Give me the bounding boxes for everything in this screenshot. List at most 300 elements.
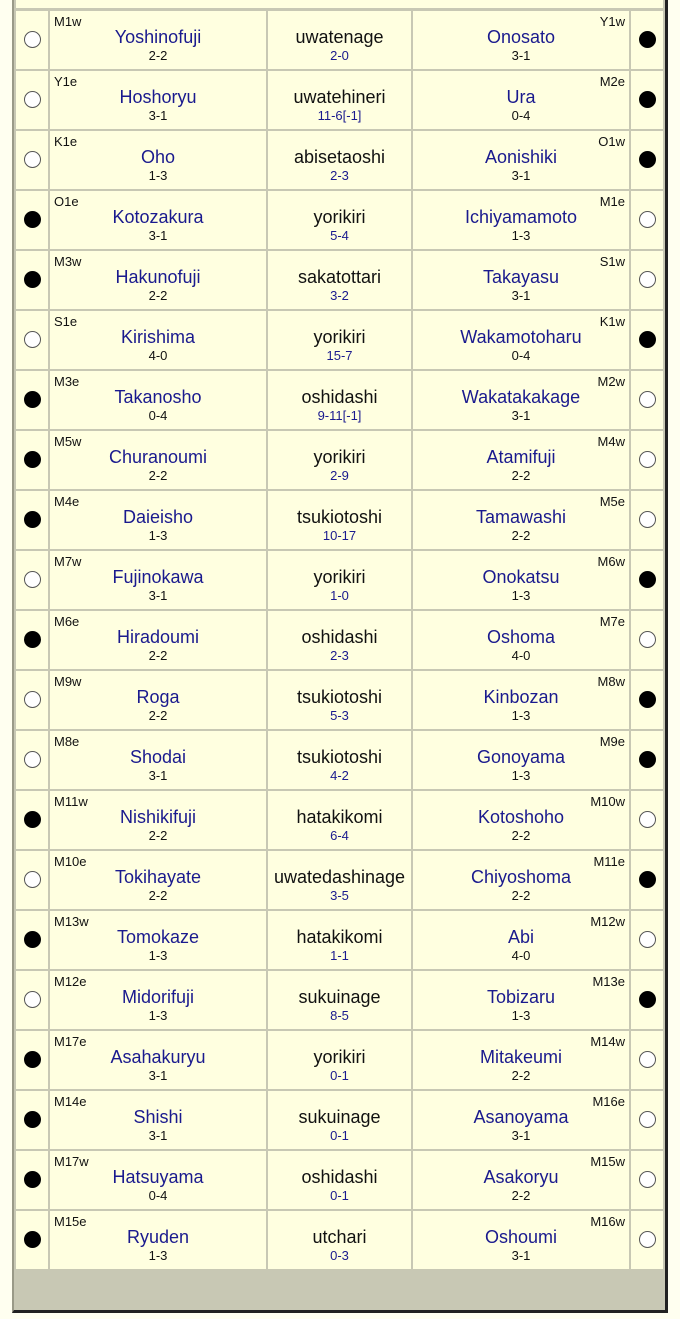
west-record: 1-3	[511, 767, 531, 783]
west-rikishi-link[interactable]: Kinbozan	[483, 686, 559, 707]
kimarite-cell	[268, 71, 411, 129]
east-record: 1-3	[148, 1247, 168, 1263]
kimarite-cell	[268, 431, 411, 489]
west-result-cell	[631, 1091, 663, 1149]
east-rank: M1w	[54, 14, 82, 29]
head-to-head-link[interactable]: 5-3	[330, 707, 349, 723]
bout-row	[16, 431, 663, 489]
east-result-icon	[24, 1051, 41, 1068]
head-to-head-link[interactable]: 3-2	[330, 287, 349, 303]
east-rank: S1e	[54, 314, 78, 329]
west-rikishi-cell	[413, 131, 629, 189]
west-result-icon	[639, 91, 656, 108]
east-result-icon	[24, 991, 41, 1008]
east-record: 2-2	[148, 647, 168, 663]
east-rikishi-link[interactable]: Shodai	[129, 746, 187, 767]
east-record: 3-1	[148, 227, 168, 243]
west-rank: M16e	[592, 1094, 625, 1109]
kimarite: tsukiotoshi	[296, 506, 383, 527]
bout-row	[16, 671, 663, 729]
east-rikishi-link[interactable]: Asahakuryu	[110, 1046, 206, 1067]
east-rikishi-link[interactable]: Hoshoryu	[119, 86, 197, 107]
east-rank: M15e	[54, 1214, 87, 1229]
east-rikishi-cell	[50, 611, 266, 669]
east-result-icon	[24, 631, 41, 648]
west-record: 3-1	[511, 287, 531, 303]
head-to-head-link[interactable]: 8-5	[330, 1007, 349, 1023]
east-rikishi-cell	[50, 731, 266, 789]
east-result-cell	[16, 1211, 48, 1269]
kimarite-cell	[268, 131, 411, 189]
east-rank: M5w	[54, 434, 82, 449]
east-rank: K1e	[54, 134, 78, 149]
kimarite: sakatottari	[297, 266, 382, 287]
west-rikishi-link[interactable]: Asanoyama	[473, 1106, 569, 1127]
east-result-cell	[16, 431, 48, 489]
kimarite: tsukiotoshi	[296, 686, 383, 707]
east-rikishi-cell	[50, 431, 266, 489]
west-result-icon	[639, 931, 656, 948]
west-result-cell	[631, 671, 663, 729]
west-rikishi-cell	[413, 971, 629, 1029]
west-rank: M5e	[599, 494, 625, 509]
west-result-cell	[631, 491, 663, 549]
east-result-cell	[16, 191, 48, 249]
east-rikishi-link[interactable]: Midorifuji	[121, 986, 195, 1007]
head-to-head-link[interactable]: 2-3	[330, 647, 349, 663]
bout-row	[16, 1091, 663, 1149]
east-rikishi-link[interactable]: Hatsuyama	[112, 1166, 204, 1187]
east-result-cell	[16, 851, 48, 909]
east-result-cell	[16, 791, 48, 849]
west-result-icon	[639, 1231, 656, 1248]
east-rikishi-cell	[50, 491, 266, 549]
kimarite-cell	[268, 731, 411, 789]
east-rank: M13w	[54, 914, 89, 929]
head-to-head-link[interactable]: 0-1	[330, 1067, 349, 1083]
east-record: 1-3	[148, 1007, 168, 1023]
kimarite: uwatedashinage	[273, 866, 406, 887]
bout-row	[16, 731, 663, 789]
east-rikishi-cell	[50, 71, 266, 129]
east-rank: O1e	[54, 194, 79, 209]
kimarite: hatakikomi	[296, 806, 383, 827]
east-rank: M9w	[54, 674, 82, 689]
west-rank: M12w	[590, 914, 625, 929]
west-result-cell	[631, 71, 663, 129]
west-rikishi-link[interactable]: Chiyoshoma	[470, 866, 572, 887]
kimarite-cell	[268, 851, 411, 909]
west-record: 3-1	[511, 1247, 531, 1263]
west-result-cell	[631, 611, 663, 669]
bout-row	[16, 611, 663, 669]
east-rikishi-link[interactable]: Yoshinofuji	[114, 26, 202, 47]
kimarite-cell	[268, 971, 411, 1029]
bout-row	[16, 971, 663, 1029]
west-result-icon	[639, 391, 656, 408]
west-rikishi-cell	[413, 71, 629, 129]
east-result-cell	[16, 731, 48, 789]
bout-row	[16, 71, 663, 129]
head-to-head-link[interactable]: 5-4	[330, 227, 349, 243]
east-rank: M12e	[54, 974, 87, 989]
east-result-icon	[24, 1111, 41, 1128]
west-rikishi-cell	[413, 311, 629, 369]
west-result-cell	[631, 911, 663, 969]
west-rank: M1e	[599, 194, 625, 209]
west-rikishi-link[interactable]: Onokatsu	[482, 566, 560, 587]
west-rank: M4w	[597, 434, 625, 449]
west-rikishi-link[interactable]: Ura	[506, 86, 536, 107]
kimarite: oshidashi	[301, 626, 378, 647]
west-rank: S1w	[599, 254, 625, 269]
east-record: 3-1	[148, 1127, 168, 1143]
bout-row	[16, 11, 663, 69]
west-rikishi-link[interactable]: Takayasu	[482, 266, 560, 287]
east-rank: M4e	[54, 494, 80, 509]
east-rikishi-link[interactable]: Tokihayate	[114, 866, 202, 887]
west-rikishi-link[interactable]: Asakoryu	[483, 1166, 559, 1187]
east-rikishi-link[interactable]: Kotozakura	[112, 206, 204, 227]
bout-row	[16, 371, 663, 429]
bout-row	[16, 851, 663, 909]
kimarite-cell	[268, 911, 411, 969]
west-rikishi-cell	[413, 851, 629, 909]
kimarite-cell	[268, 191, 411, 249]
west-rikishi-cell	[413, 1091, 629, 1149]
west-rikishi-link[interactable]: Oshoumi	[484, 1226, 558, 1247]
west-rikishi-cell	[413, 251, 629, 309]
west-rikishi-link[interactable]: Wakamotoharu	[460, 326, 582, 347]
east-record: 2-2	[148, 887, 168, 903]
west-result-icon	[639, 331, 656, 348]
east-result-icon	[24, 751, 41, 768]
kimarite-cell	[268, 1091, 411, 1149]
west-rank: Y1w	[599, 14, 625, 29]
east-rank: M3w	[54, 254, 82, 269]
kimarite: uwatenage	[295, 26, 384, 47]
west-result-cell	[631, 311, 663, 369]
east-result-icon	[24, 1171, 41, 1188]
kimarite: tsukiotoshi	[296, 746, 383, 767]
kimarite: yorikiri	[313, 1046, 366, 1067]
west-record: 0-4	[511, 107, 531, 123]
west-rank: M11e	[593, 854, 625, 869]
east-result-icon	[24, 271, 41, 288]
east-rikishi-cell	[50, 671, 266, 729]
west-result-icon	[639, 1171, 656, 1188]
east-rank: M7w	[54, 554, 82, 569]
west-result-icon	[639, 1051, 656, 1068]
bout-row	[16, 491, 663, 549]
west-result-cell	[631, 371, 663, 429]
east-rikishi-link[interactable]: Fujinokawa	[112, 566, 204, 587]
west-result-icon	[639, 571, 656, 588]
east-rikishi-cell	[50, 251, 266, 309]
east-result-icon	[24, 211, 41, 228]
west-rikishi-link[interactable]: Onosato	[486, 26, 556, 47]
east-rikishi-cell	[50, 311, 266, 369]
west-result-cell	[631, 251, 663, 309]
kimarite: yorikiri	[313, 326, 366, 347]
head-to-head-link[interactable]: 2-0	[330, 47, 349, 63]
kimarite: yorikiri	[313, 206, 366, 227]
east-result-cell	[16, 71, 48, 129]
west-rikishi-link[interactable]: Abi	[507, 926, 534, 947]
head-to-head-link[interactable]: 10-17	[322, 527, 357, 543]
east-rank: Y1e	[54, 74, 78, 89]
west-record: 3-1	[511, 407, 531, 423]
head-to-head-link[interactable]: 0-1	[330, 1187, 349, 1203]
west-rank: M6w	[597, 554, 625, 569]
west-record: 4-0	[511, 947, 531, 963]
east-rikishi-cell	[50, 1091, 266, 1149]
west-rikishi-link[interactable]: Oshoma	[486, 626, 556, 647]
west-result-cell	[631, 551, 663, 609]
west-rikishi-link[interactable]: Tobizaru	[486, 986, 556, 1007]
east-rikishi-cell	[50, 971, 266, 1029]
west-rank: M10w	[590, 794, 625, 809]
west-rikishi-link[interactable]: Mitakeumi	[479, 1046, 563, 1067]
east-result-cell	[16, 971, 48, 1029]
bout-table	[14, 9, 665, 1271]
head-to-head-link[interactable]: 2-3	[330, 167, 349, 183]
west-result-icon	[639, 691, 656, 708]
west-rank: M7e	[599, 614, 625, 629]
head-to-head-link[interactable]: 1-1	[330, 947, 349, 963]
east-result-cell	[16, 11, 48, 69]
east-result-cell	[16, 611, 48, 669]
east-rikishi-cell	[50, 1151, 266, 1209]
east-record: 1-3	[148, 947, 168, 963]
east-rank: M3e	[54, 374, 80, 389]
kimarite-cell	[268, 251, 411, 309]
east-result-icon	[24, 391, 41, 408]
east-result-icon	[24, 451, 41, 468]
east-rank: M17w	[54, 1154, 89, 1169]
east-rikishi-link[interactable]: Oho	[140, 146, 176, 167]
west-result-cell	[631, 431, 663, 489]
east-result-cell	[16, 131, 48, 189]
east-record: 0-4	[148, 407, 168, 423]
west-result-icon	[639, 811, 656, 828]
east-record: 3-1	[148, 1067, 168, 1083]
west-record: 2-2	[511, 1187, 531, 1203]
east-result-cell	[16, 1151, 48, 1209]
west-rikishi-link[interactable]: Kotoshoho	[477, 806, 565, 827]
kimarite: hatakikomi	[296, 926, 383, 947]
head-to-head-link[interactable]: 2-9	[330, 467, 349, 483]
west-rikishi-link[interactable]: Wakatakakage	[461, 386, 581, 407]
west-rank: K1w	[599, 314, 625, 329]
west-result-icon	[639, 211, 656, 228]
head-to-head-link[interactable]: 0-1	[330, 1127, 349, 1143]
west-record: 3-1	[511, 1127, 531, 1143]
west-result-icon	[639, 871, 656, 888]
east-rikishi-link[interactable]: Nishikifuji	[119, 806, 197, 827]
west-rank: M9e	[599, 734, 625, 749]
west-record: 3-1	[511, 47, 531, 63]
west-rikishi-link[interactable]: Atamifuji	[486, 446, 556, 467]
east-result-icon	[24, 871, 41, 888]
west-result-icon	[639, 511, 656, 528]
west-rank: M14w	[590, 1034, 625, 1049]
kimarite-cell	[268, 371, 411, 429]
east-rank: M17e	[54, 1034, 87, 1049]
east-rikishi-cell	[50, 911, 266, 969]
torikumi-frame	[12, 0, 668, 1313]
west-rikishi-cell	[413, 1151, 629, 1209]
bout-row	[16, 911, 663, 969]
east-rikishi-link[interactable]: Daieisho	[122, 506, 194, 527]
west-rikishi-cell	[413, 191, 629, 249]
east-rikishi-link[interactable]: Hiradoumi	[116, 626, 200, 647]
west-rikishi-cell	[413, 671, 629, 729]
west-record: 4-0	[511, 647, 531, 663]
west-rikishi-link[interactable]: Tamawashi	[475, 506, 567, 527]
west-rikishi-cell	[413, 1211, 629, 1269]
east-rikishi-link[interactable]: Churanoumi	[108, 446, 208, 467]
kimarite: yorikiri	[313, 566, 366, 587]
east-record: 2-2	[148, 287, 168, 303]
kimarite: oshidashi	[301, 386, 378, 407]
east-rikishi-link[interactable]: Shishi	[133, 1106, 183, 1127]
east-rank: M14e	[54, 1094, 87, 1109]
west-rikishi-link[interactable]: Ichiyamamoto	[464, 206, 578, 227]
east-rikishi-link[interactable]: Hakunofuji	[115, 266, 201, 287]
west-result-cell	[631, 131, 663, 189]
kimarite: abisetaoshi	[293, 146, 386, 167]
east-result-cell	[16, 491, 48, 549]
east-record: 2-2	[148, 467, 168, 483]
west-rank: O1w	[598, 134, 625, 149]
west-result-icon	[639, 751, 656, 768]
west-rikishi-cell	[413, 11, 629, 69]
east-rank: M8e	[54, 734, 80, 749]
west-rikishi-link[interactable]: Gonoyama	[476, 746, 566, 767]
west-record: 1-3	[511, 707, 531, 723]
bout-row	[16, 191, 663, 249]
west-rikishi-link[interactable]: Aonishiki	[484, 146, 558, 167]
kimarite-cell	[268, 551, 411, 609]
west-result-cell	[631, 851, 663, 909]
west-result-cell	[631, 11, 663, 69]
west-record: 2-2	[511, 527, 531, 543]
west-result-cell	[631, 791, 663, 849]
east-rikishi-cell	[50, 11, 266, 69]
east-record: 2-2	[148, 827, 168, 843]
east-result-icon	[24, 91, 41, 108]
east-rikishi-cell	[50, 851, 266, 909]
east-result-cell	[16, 311, 48, 369]
west-result-icon	[639, 631, 656, 648]
bout-row	[16, 791, 663, 849]
west-record: 1-3	[511, 227, 531, 243]
head-to-head-link[interactable]: 4-2	[330, 767, 349, 783]
east-result-cell	[16, 1091, 48, 1149]
west-rikishi-cell	[413, 491, 629, 549]
west-record: 1-3	[511, 1007, 531, 1023]
west-rikishi-cell	[413, 791, 629, 849]
west-rank: M8w	[597, 674, 625, 689]
head-to-head-link[interactable]: 9-11[-1]	[317, 407, 362, 423]
west-rank: M2w	[597, 374, 625, 389]
east-rikishi-cell	[50, 191, 266, 249]
east-record: 4-0	[148, 347, 168, 363]
head-to-head-link[interactable]: 3-5	[330, 887, 349, 903]
east-rikishi-link[interactable]: Tomokaze	[116, 926, 200, 947]
east-record: 1-3	[148, 527, 168, 543]
west-rank: M16w	[590, 1214, 625, 1229]
east-rikishi-link[interactable]: Roga	[136, 686, 180, 707]
east-result-icon	[24, 511, 41, 528]
east-rikishi-cell	[50, 371, 266, 429]
kimarite-cell	[268, 491, 411, 549]
kimarite-cell	[268, 611, 411, 669]
west-result-icon	[639, 1111, 656, 1128]
west-rikishi-cell	[413, 371, 629, 429]
east-rikishi-cell	[50, 1031, 266, 1089]
east-result-icon	[24, 811, 41, 828]
east-result-icon	[24, 151, 41, 168]
bout-row	[16, 1031, 663, 1089]
west-rank: M2e	[599, 74, 625, 89]
kimarite-cell	[268, 11, 411, 69]
bout-row	[16, 1151, 663, 1209]
bout-row	[16, 311, 663, 369]
kimarite: sukuinage	[298, 1106, 381, 1127]
kimarite-cell	[268, 311, 411, 369]
east-result-icon	[24, 691, 41, 708]
east-rikishi-cell	[50, 791, 266, 849]
bout-row	[16, 131, 663, 189]
west-record: 2-2	[511, 1067, 531, 1083]
bout-row	[16, 551, 663, 609]
west-rikishi-cell	[413, 911, 629, 969]
head-to-head-link[interactable]: 6-4	[330, 827, 349, 843]
west-rank: M13e	[592, 974, 625, 989]
east-result-cell	[16, 911, 48, 969]
head-to-head-link[interactable]: 1-0	[330, 587, 349, 603]
west-record: 2-2	[511, 887, 531, 903]
kimarite-cell	[268, 1031, 411, 1089]
west-rikishi-cell	[413, 611, 629, 669]
west-result-icon	[639, 31, 656, 48]
west-record: 2-2	[511, 467, 531, 483]
east-result-cell	[16, 251, 48, 309]
kimarite: oshidashi	[301, 1166, 378, 1187]
west-record: 1-3	[511, 587, 531, 603]
head-to-head-link[interactable]: 15-7	[326, 347, 353, 363]
head-to-head-link[interactable]: 11-6[-1]	[317, 107, 362, 123]
west-result-icon	[639, 151, 656, 168]
west-rikishi-cell	[413, 1031, 629, 1089]
east-rikishi-link[interactable]: Kirishima	[120, 326, 195, 347]
east-rikishi-link[interactable]: Takanosho	[114, 386, 202, 407]
east-rikishi-link[interactable]: Ryuden	[126, 1226, 190, 1247]
west-result-icon	[639, 991, 656, 1008]
east-record: 2-2	[148, 707, 168, 723]
east-rikishi-cell	[50, 551, 266, 609]
kimarite-cell	[268, 671, 411, 729]
east-rank: M10e	[54, 854, 87, 869]
west-result-cell	[631, 1151, 663, 1209]
east-result-cell	[16, 671, 48, 729]
east-result-icon	[24, 31, 41, 48]
head-to-head-link[interactable]: 0-3	[330, 1247, 349, 1263]
west-result-cell	[631, 1211, 663, 1269]
kimarite: uwatehineri	[293, 86, 386, 107]
